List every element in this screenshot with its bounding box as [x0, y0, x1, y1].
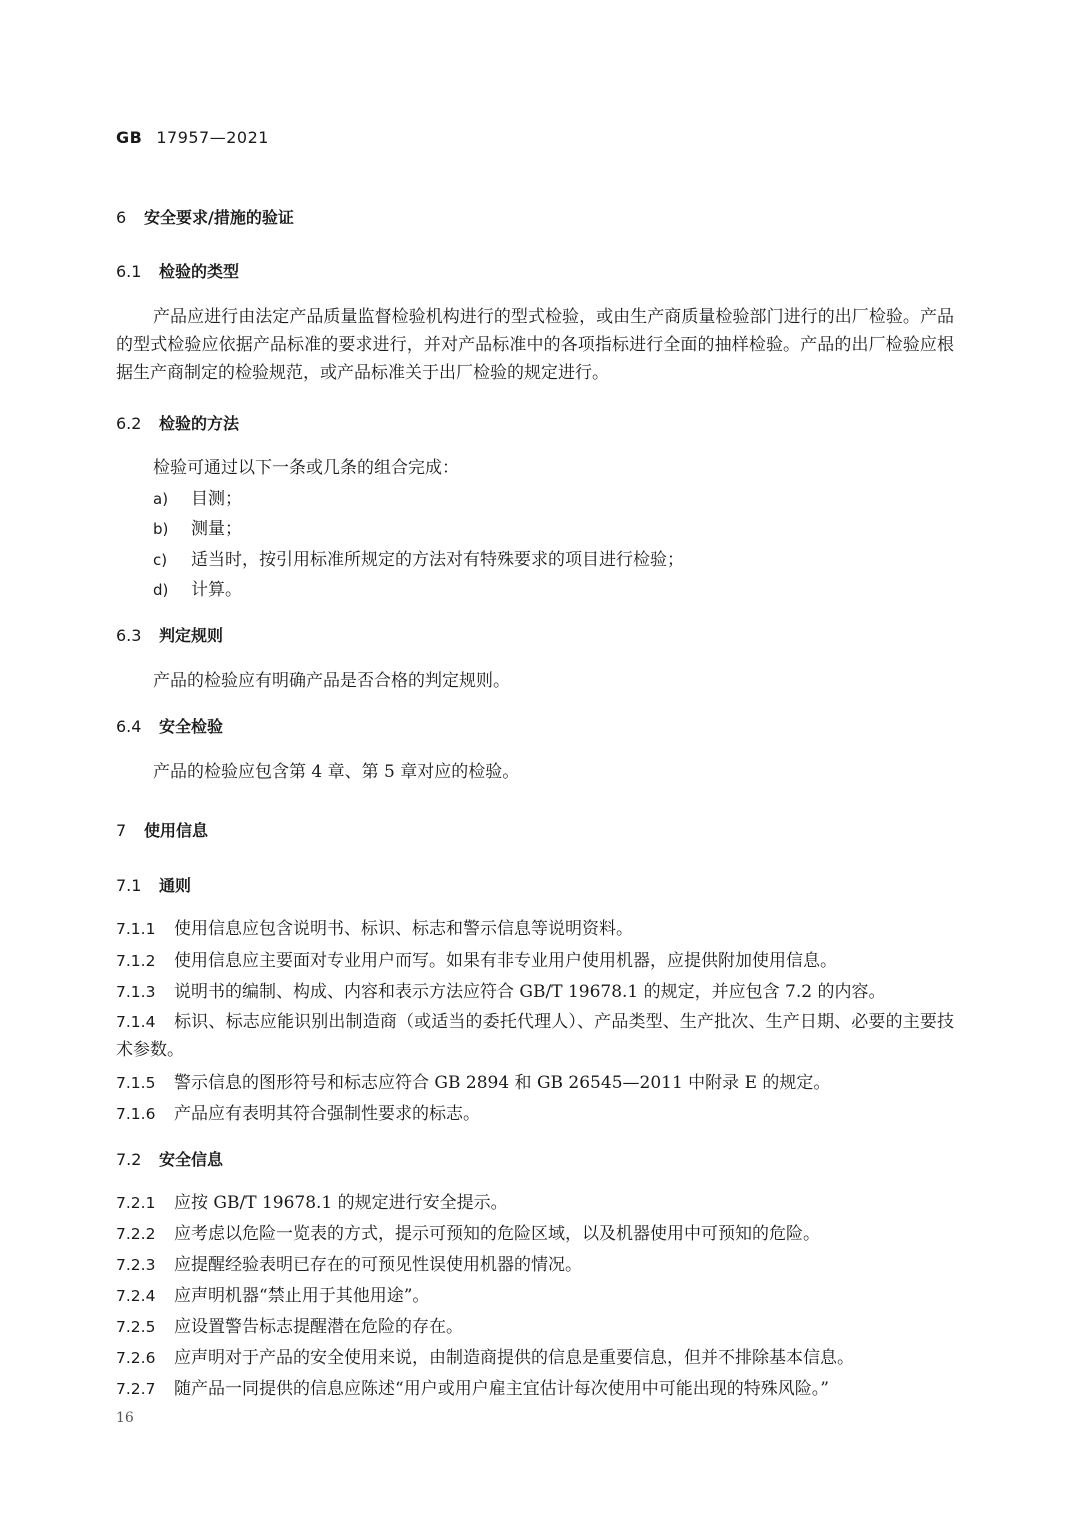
section-title: 使用信息: [144, 821, 209, 840]
clause-7-2-4: [116, 1284, 429, 1308]
clause-7-1-5: [116, 1071, 830, 1095]
list-label: b): [153, 520, 169, 538]
clause-number: 7.2.5: [116, 1318, 156, 1336]
section-number: 6.2: [116, 414, 142, 433]
section-6-3-heading: [116, 624, 223, 648]
standard-code: 17957—2021: [156, 128, 269, 147]
clause-number: 7.1.1: [116, 920, 156, 938]
clause-number: 7.1.2: [116, 952, 156, 970]
clause-7-1-1: [116, 917, 633, 941]
list-item: [153, 548, 684, 572]
clause-text: 标识、标志应能识别出制造商（或适当的委托代理人）、产品类型、生产批次、生产日期、必要的主要技术参数。: [116, 1012, 954, 1060]
clause-7-1-6: [116, 1102, 480, 1126]
clause-text: 应按 GB/T 19678.1 的规定进行安全提示。: [174, 1193, 508, 1213]
clause-text: 应声明机器“禁止用于其他用途”。: [174, 1286, 430, 1306]
section-number: 7: [116, 821, 127, 840]
section-6-2-intro: 检验可通过以下一条或几条的组合完成：: [153, 458, 459, 478]
list-item: [153, 578, 242, 602]
section-number: 6.3: [116, 626, 142, 645]
section-number: 6.4: [116, 717, 142, 736]
section-number: 7.2: [116, 1150, 142, 1169]
section-6-4-paragraph: 产品的检验应包含第 4 章、第 5 章对应的检验。: [153, 762, 520, 782]
section-6-1-heading: [116, 260, 239, 284]
clause-number: 7.2.4: [116, 1287, 156, 1305]
section-6-3-paragraph: 产品的检验应有明确产品是否合格的判定规则。: [153, 671, 510, 691]
clause-number: 7.1.4: [116, 1013, 156, 1031]
clause-number: 7.2.3: [116, 1256, 156, 1274]
standard-prefix: GB: [116, 128, 143, 147]
clause-text: 使用信息应主要面对专业用户而写。如果有非专业用户使用机器，应提供附加使用信息。: [174, 951, 837, 971]
clause-text: 使用信息应包含说明书、标识、标志和警示信息等说明资料。: [174, 919, 633, 939]
section-number: 6: [116, 208, 127, 227]
list-label: c): [153, 551, 168, 569]
clause-number: 7.2.6: [116, 1349, 156, 1367]
section-title: 安全检验: [159, 717, 224, 736]
clause-7-2-1: [116, 1191, 508, 1215]
clause-text: 应声明对于产品的安全使用来说，由制造商提供的信息是重要信息，但并不排除基本信息。: [174, 1348, 854, 1368]
clause-7-2-2: [116, 1222, 820, 1246]
section-title: 检验的方法: [159, 414, 240, 433]
list-text: 适当时，按引用标准所规定的方法对有特殊要求的项目进行检验；: [191, 550, 684, 570]
section-6-4-heading: [116, 715, 223, 739]
clause-number: 7.2.2: [116, 1225, 156, 1243]
section-title: 通则: [159, 876, 192, 895]
clause-number: 7.1.3: [116, 983, 156, 1001]
section-number: 7.1: [116, 876, 142, 895]
clause-7-2-5: [116, 1315, 463, 1339]
clause-7-1-3: [116, 980, 886, 1004]
clause-number: 7.1.5: [116, 1074, 156, 1092]
clause-number: 7.2.7: [116, 1380, 156, 1398]
clause-text: 产品应有表明其符合强制性要求的标志。: [174, 1104, 480, 1124]
clause-text: 警示信息的图形符号和标志应符合 GB 2894 和 GB 26545—2011 中附录 E 的规定。: [174, 1073, 831, 1093]
list-item: [153, 517, 242, 541]
clause-7-2-7: [116, 1377, 829, 1401]
clause-7-2-3: [116, 1253, 582, 1277]
section-6-heading: [116, 206, 294, 230]
section-number: 6.1: [116, 262, 142, 281]
list-text: 计算。: [191, 580, 242, 600]
clause-number: 7.1.6: [116, 1105, 156, 1123]
section-title: 检验的类型: [159, 262, 240, 281]
clause-text: 应考虑以危险一览表的方式，提示可预知的危险区域，以及机器使用中可预知的危险。: [174, 1224, 820, 1244]
clause-7-1-2: [116, 949, 837, 973]
clause-text: 说明书的编制、构成、内容和表示方法应符合 GB/T 19678.1 的规定，并应包含 7.2 的内容。: [174, 982, 886, 1002]
section-title: 安全要求/措施的验证: [144, 208, 294, 227]
section-title: 判定规则: [159, 626, 224, 645]
clause-text: 随产品一同提供的信息应陈述“用户或用户雇主宜估计每次使用中可能出现的特殊风险。”: [174, 1379, 829, 1399]
clause-number: 7.2.1: [116, 1194, 156, 1212]
section-7-2-heading: [116, 1148, 223, 1172]
standard-header: [116, 128, 269, 147]
clause-text: 应提醒经验表明已存在的可预见性误使用机器的情况。: [174, 1255, 582, 1275]
list-label: d): [153, 581, 169, 599]
section-6-1-paragraph: 产品应进行由法定产品质量监督检验机构进行的型式检验，或由生产商质量检验部门进行的出厂检验。产品的型式检验应依据产品标准的要求进行，并对产品标准中的各项指标进行全面的抽样检验。产品的出厂检验应根据生产商制定的检验规范，或产品标准关于出厂检验的规定进行。: [116, 307, 954, 383]
list-label: a): [153, 490, 169, 508]
clause-text: 应设置警告标志提醒潜在危险的存在。: [174, 1317, 463, 1337]
list-item: [153, 487, 242, 511]
list-text: 目测；: [191, 489, 242, 509]
list-text: 测量；: [191, 519, 242, 539]
section-7-heading: [116, 819, 208, 843]
section-title: 安全信息: [159, 1150, 224, 1169]
section-7-1-heading: [116, 874, 191, 898]
clause-7-2-6: [116, 1346, 854, 1370]
page-number: 16: [116, 1410, 134, 1426]
section-6-2-heading: [116, 412, 239, 436]
clause-7-1-4: [116, 1008, 954, 1064]
